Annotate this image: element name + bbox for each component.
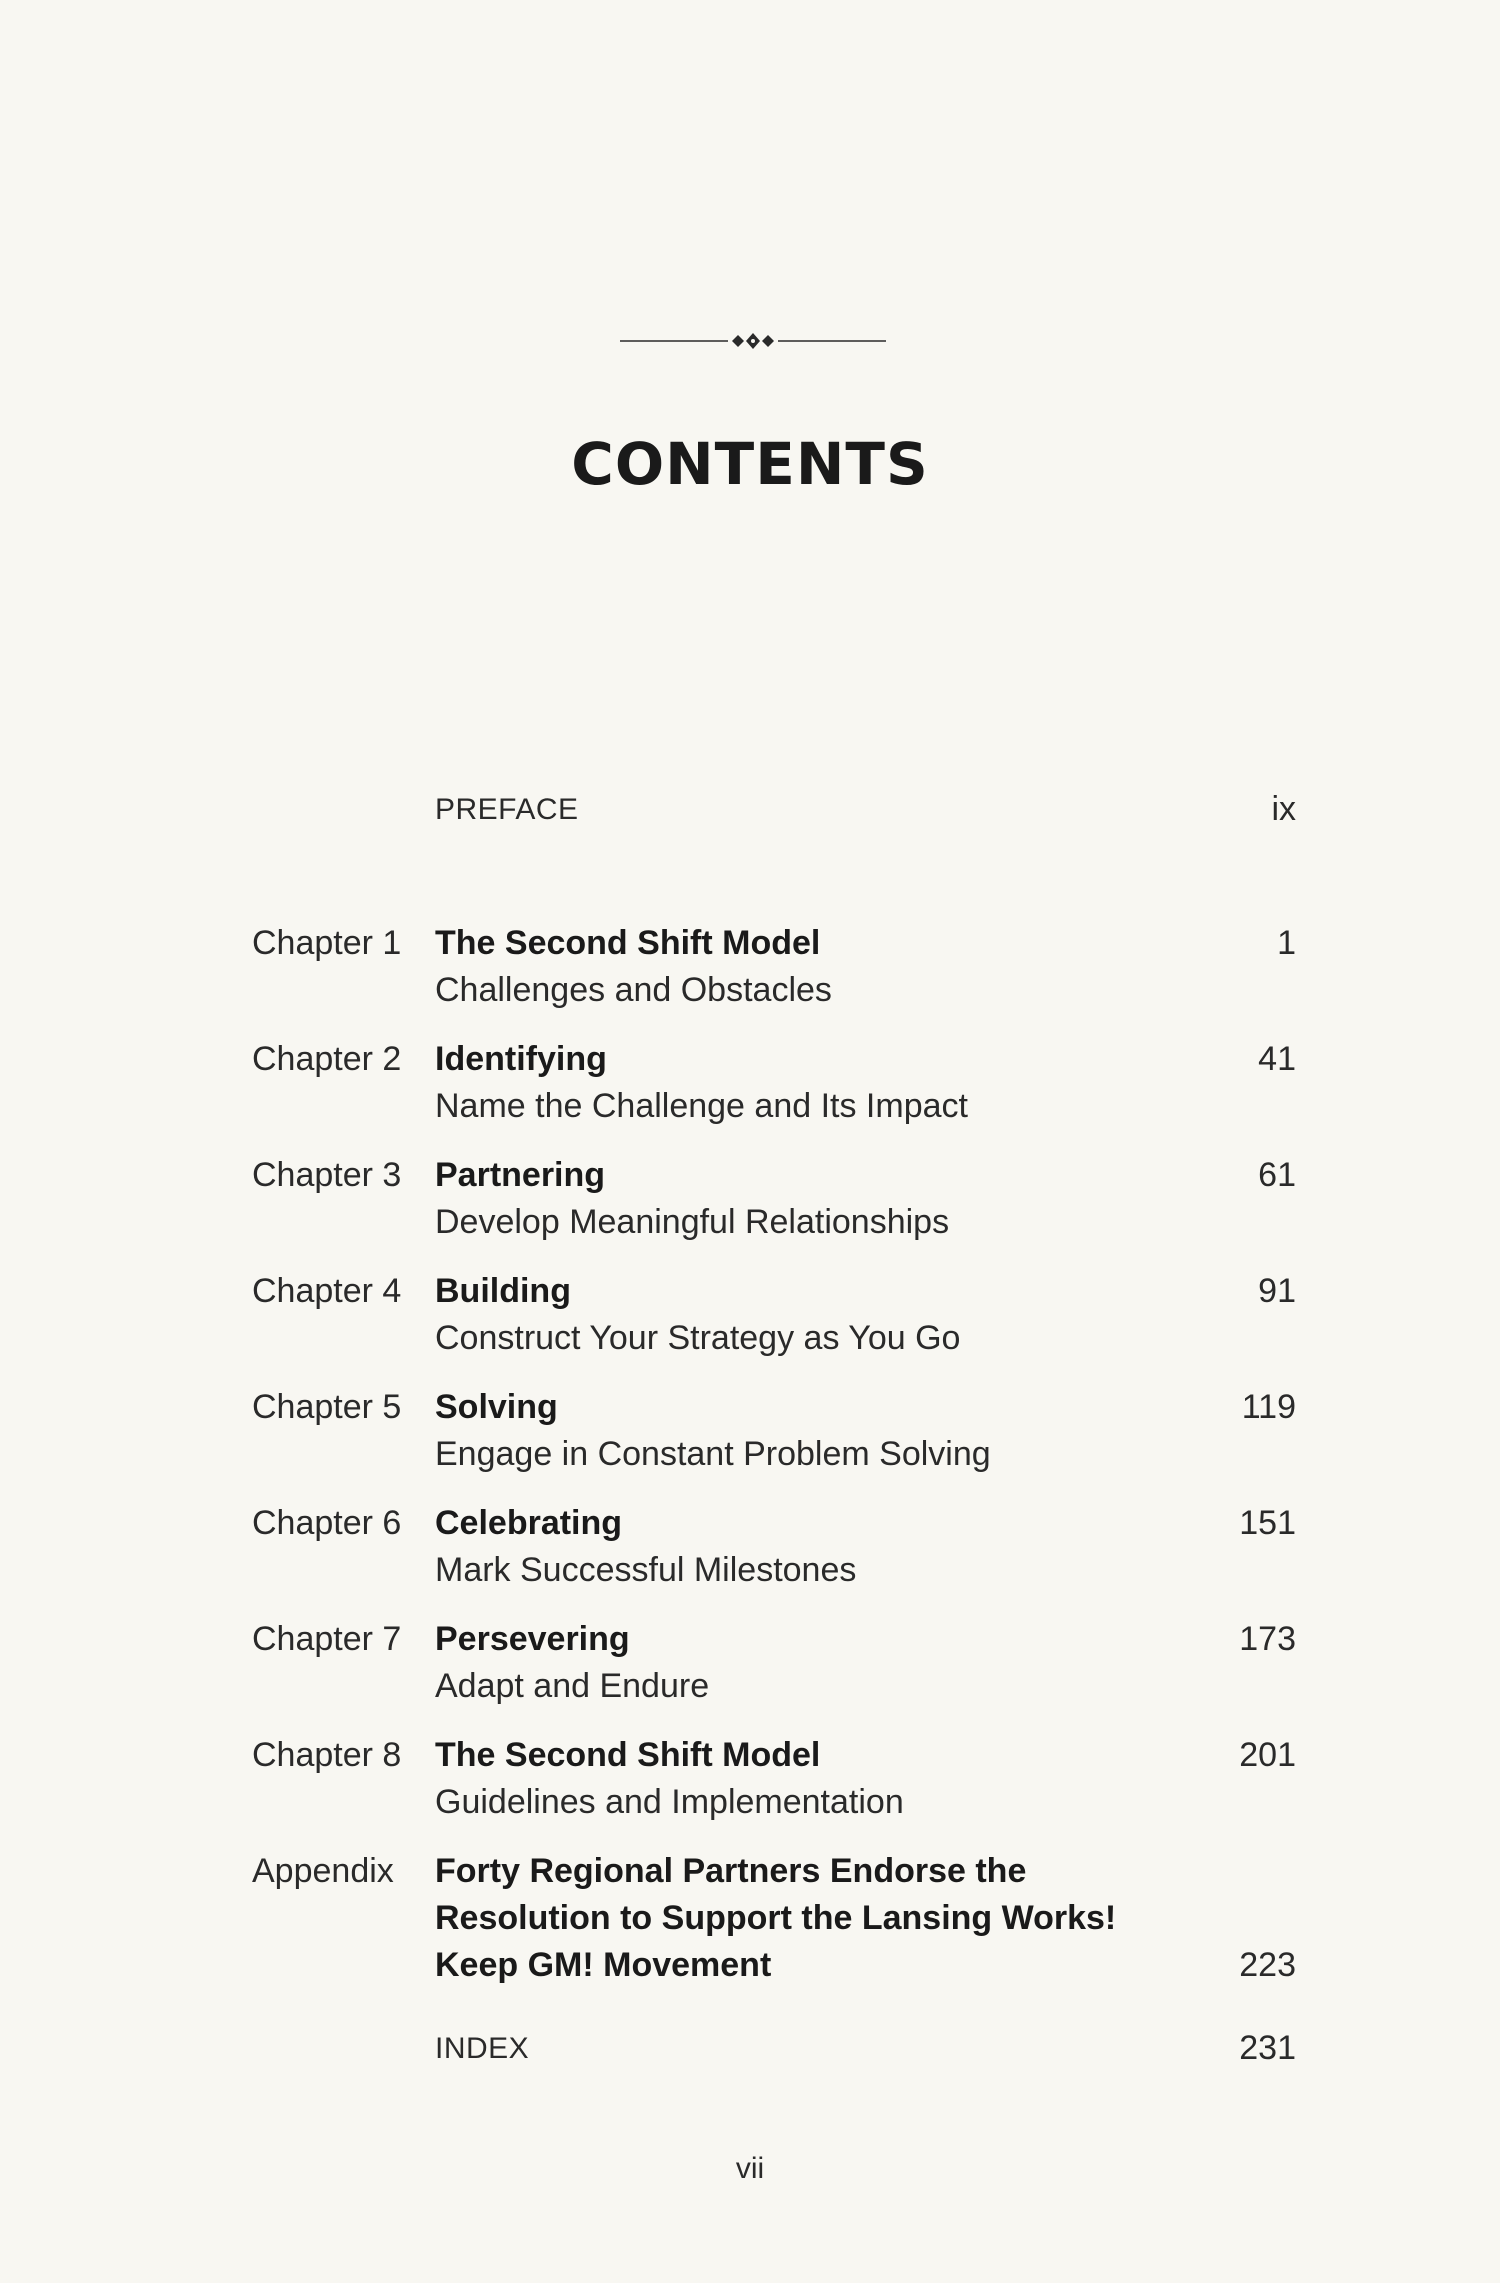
chapter-label: Chapter 2 [252,1040,402,1078]
chapter-subtitle: Challenges and Obstacles [435,971,832,1009]
chapter-title: Building [435,1272,571,1310]
chapter-title: The Second Shift Model [435,1736,821,1774]
chapter-label: Chapter 1 [252,924,402,962]
chapter-subtitle: Guidelines and Implementation [435,1783,904,1821]
appendix-page-number: 223 [1239,1946,1296,1984]
chapter-title: Partnering [435,1156,606,1194]
page-title: CONTENTS [571,430,929,498]
chapter-page-number: 151 [1239,1504,1296,1542]
preface-page-number: ix [1271,790,1296,828]
chapter-subtitle: Develop Meaningful Relationships [435,1203,950,1241]
chapter-title: Solving [435,1388,558,1426]
preface-label: PREFACE [435,793,579,826]
chapter-label: Chapter 7 [252,1620,402,1658]
chapter-title: The Second Shift Model [435,924,821,962]
chapter-label: Chapter 4 [252,1272,402,1310]
appendix-title-line-3: Keep GM! Movement [435,1946,772,1984]
chapter-page-number: 61 [1258,1156,1296,1194]
appendix-label: Appendix [252,1852,394,1890]
index-page-number: 231 [1239,2029,1296,2067]
chapter-label: Chapter 3 [252,1156,402,1194]
chapter-title: Celebrating [435,1504,623,1542]
chapter-page-number: 41 [1258,1040,1296,1078]
appendix-title-line-1: Forty Regional Partners Endorse the [435,1852,1027,1890]
chapter-page-number: 119 [1241,1388,1296,1426]
chapter-label: Chapter 6 [252,1504,402,1542]
page-folio: vii [735,2152,765,2185]
index-label: INDEX [435,2032,530,2065]
chapter-subtitle: Construct Your Strategy as You Go [435,1319,961,1357]
chapter-page-number: 201 [1239,1736,1296,1774]
chapter-subtitle: Mark Successful Milestones [435,1551,857,1589]
chapter-label: Chapter 5 [252,1388,402,1426]
chapter-page-number: 173 [1239,1620,1296,1658]
chapter-title: Identifying [435,1040,607,1078]
chapter-subtitle: Adapt and Endure [435,1667,710,1705]
chapter-subtitle: Engage in Constant Problem Solving [435,1435,991,1473]
chapter-subtitle: Name the Challenge and Its Impact [435,1087,968,1125]
chapter-page-number: 1 [1277,924,1296,962]
chapter-title: Persevering [435,1620,630,1658]
chapter-label: Chapter 8 [252,1736,402,1774]
chapter-page-number: 91 [1258,1272,1296,1310]
appendix-title-line-2: Resolution to Support the Lansing Works! [435,1899,1117,1937]
